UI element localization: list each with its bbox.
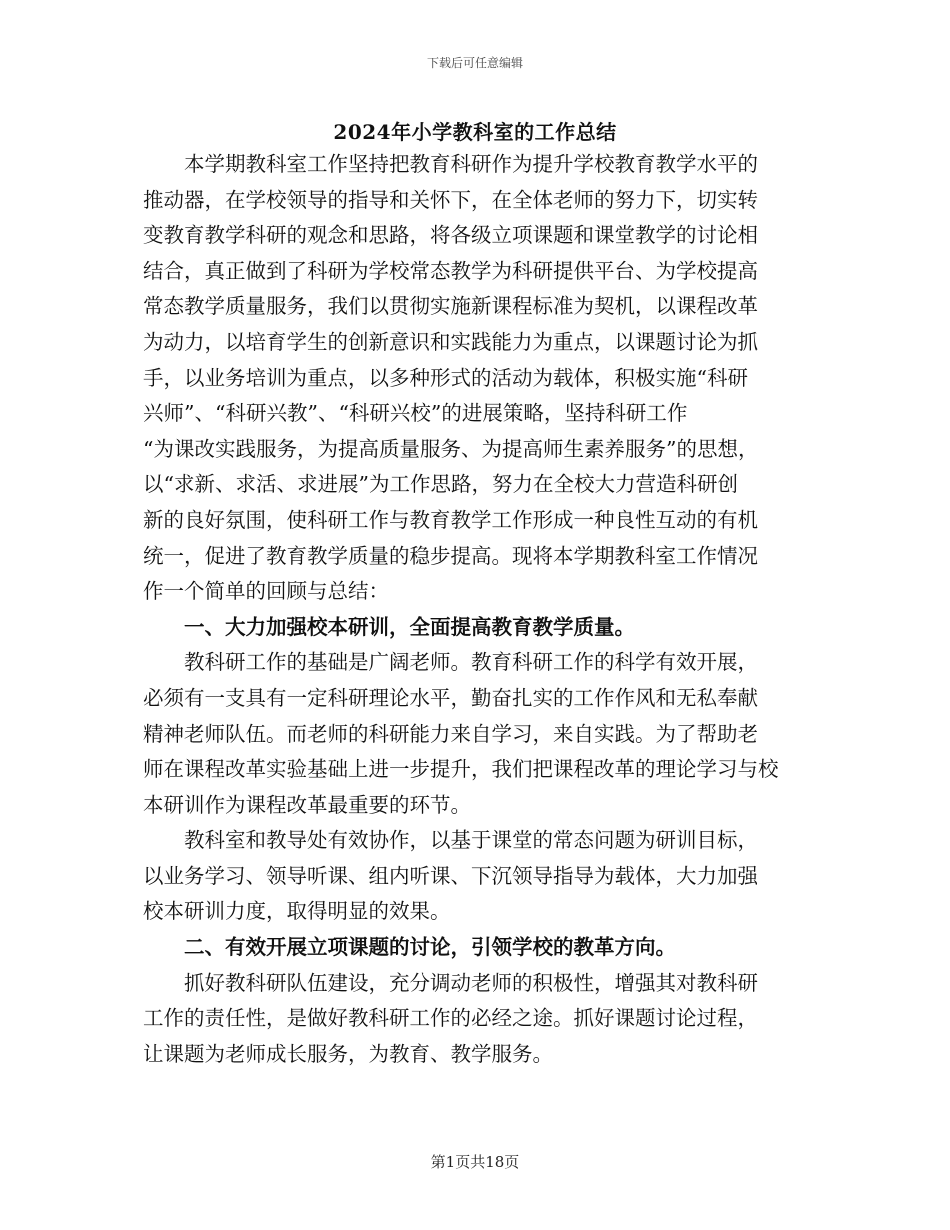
document-title: 2024年小学教科室的工作总结: [333, 120, 617, 144]
section-1-paragraph-2: 教科室和教导处有效协作，以基于课堂的常态问题为研训目标， 以业务学习、领导听课、组内听课、下沉领导指导为载体，大力加强 校本研训力度，取得明显的效果。: [143, 828, 758, 924]
section-heading-1: 一、大力加强校本研训，全面提高教育教学质量。: [184, 614, 635, 639]
section-2-paragraph-1: 抓好教科研队伍建设，充分调动老师的积极性，增强其对教科研 工作的责任性，是做好教科研工作的必经之途。抓好课题讨论过程， 让课题为老师成长服务，为教育、教学服务。: [143, 970, 758, 1066]
section-1-paragraph-1: 教科研工作的基础是广阔老师。教育科研工作的科学有效开展， 必须有一支具有一定科研理论水平，勤奋扎实的工作作风和无私奉献 精神老师队伍。而老师的科研能力来自学习，来自实践。为了帮助老 师在课程改革实验基础上进一步提升，我们把课程改革的理论学习与校 本研训作为课程改革最重要的环节。: [143, 650, 779, 817]
section-heading-2: 二、有效开展立项课题的讨论，引领学校的教革方向。: [184, 935, 676, 960]
document-body: [143, 147, 807, 1072]
page-number-footer: 第1页共18页: [430, 1153, 520, 1171]
page-header-note: 下载后可任意编辑: [426, 56, 523, 70]
intro-paragraph: 本学期教科室工作坚持把教育科研作为提升学校教育教学水平的 推动器，在学校领导的指导和关怀下，在全体老师的努力下，切实转 变教育教学科研的观念和思路，将各级立项课题和课堂教学的讨论相 结合，真正做到了科研为学校常态教学为科研提供平台、为学校提高 常态教学质量服务，我们以贯彻实施新课程标准为契机，以课程改革 为动力，以培育学生的创新意识和实践能力为重点，以课题讨论为抓 手，以业务培训为重点，以多种形式的活动为载体，积极实施“科研 兴师”、“科研兴教”、“科研兴校”的进展策略，坚持科研工作 “为课改实践服务，为提高质量服务、为提高师生素养服务”的思想， 以“求新、求活、求进展”为工作思路，努力在全校大力营造科研创 新的良好氛围，使科研工作与教育教学工作形成一种良性互动的有机 统一，促进了教育教学质量的稳步提高。现将本学期教科室工作情况 作一个简单的回顾与总结：: [143, 152, 759, 604]
